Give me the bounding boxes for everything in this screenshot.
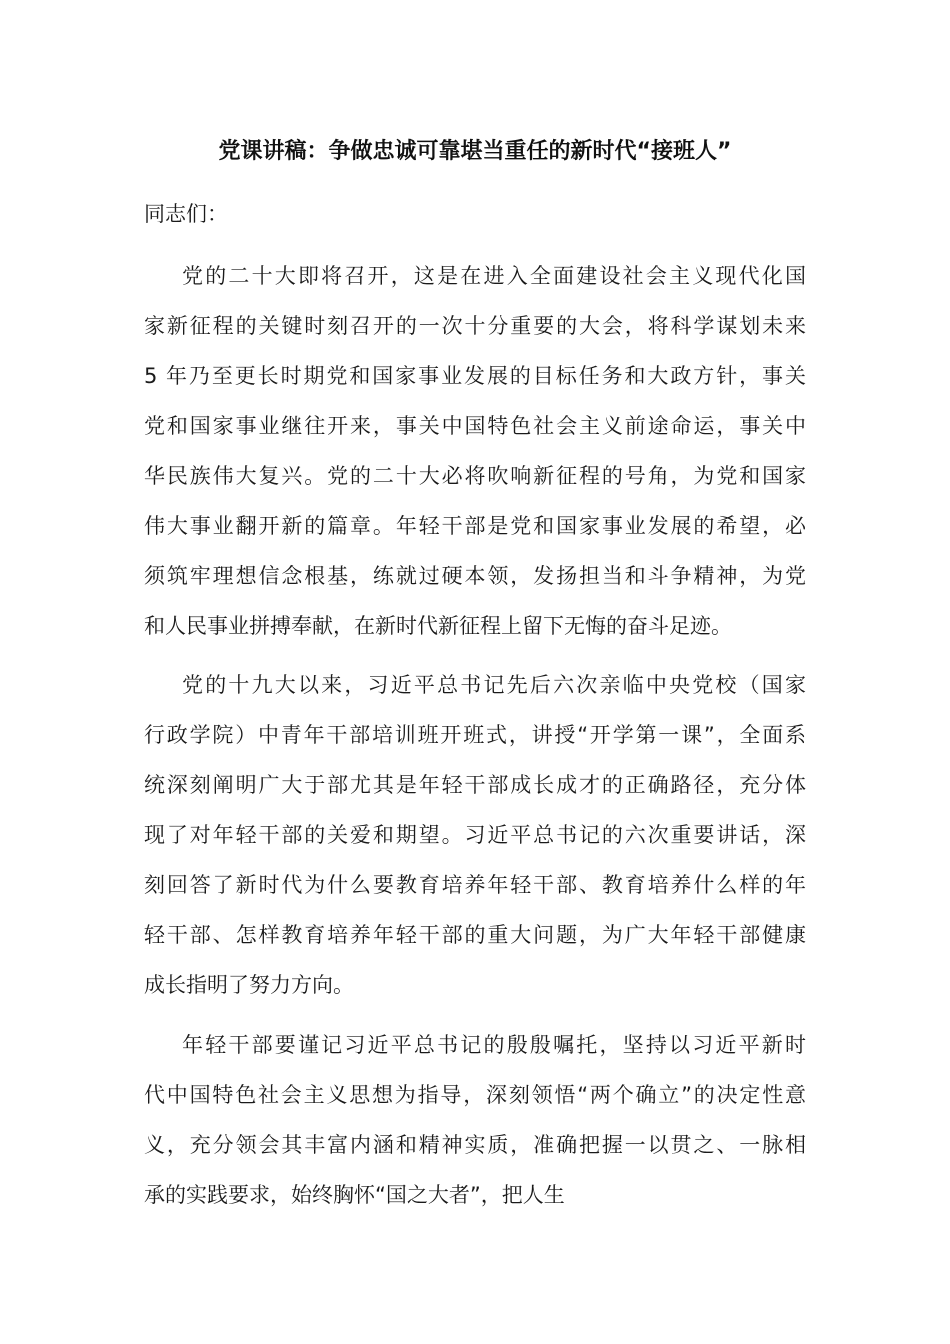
paragraph-line: 轻干部、怎样教育培养年轻干部的重大问题，为广大年轻干部健康 (144, 923, 806, 947)
document-title: 党课讲稿：争做忠诚可靠堪当重任的新时代“接班人” (218, 139, 732, 164)
paragraph-line: 须筑牢理想信念根基，练就过硬本领，发扬担当和斗争精神，为党 (144, 564, 806, 588)
paragraph-line: 代中国特色社会主义思想为指导，深刻领悟“两个确立”的决定性意 (144, 1083, 806, 1107)
paragraph-line: 行政学院）中青年干部培训班开班式，讲授“开学第一课”，全面系 (144, 723, 806, 747)
greeting: 同志们： (144, 202, 228, 226)
paragraph-line: 现了对年轻干部的关爱和期望。习近平总书记的六次重要讲话，深 (144, 823, 806, 847)
paragraph-line: 党和国家事业继往开来，事关中国特色社会主义前途命运，事关中 (144, 414, 806, 438)
paragraph-line: 5 年乃至更长时期党和国家事业发展的目标任务和大政方针，事关 (144, 364, 806, 388)
paragraph-3 (144, 1020, 806, 1220)
paragraph-line: 华民族伟大复兴。党的二十大必将吹响新征程的号角，为党和国家 (144, 464, 806, 488)
paragraph-line: 承的实践要求，始终胸怀“国之大者”，把人生 (144, 1183, 565, 1207)
paragraph-line: 家新征程的关键时刻召开的一次十分重要的大会，将科学谋划未来 (144, 314, 806, 338)
paragraph-line: 党的十九大以来，习近平总书记先后六次亲临中央党校（国家 (182, 673, 806, 697)
paragraph-line: 刻回答了新时代为什么要教育培养年轻干部、教育培养什么样的年 (144, 873, 806, 897)
paragraph-line: 义，充分领会其丰富内涵和精神实质，准确把握一以贯之、一脉相 (144, 1133, 806, 1157)
paragraph-1 (144, 251, 806, 651)
paragraph-2 (144, 660, 806, 1010)
paragraph-line: 党的二十大即将召开，这是在进入全面建设社会主义现代化国 (182, 264, 806, 288)
paragraph-line: 年轻干部要谨记习近平总书记的殷殷嘱托，坚持以习近平新时 (182, 1033, 806, 1057)
paragraph-line: 和人民事业拼搏奉献，在新时代新征程上留下无悔的奋斗足迹。 (144, 614, 732, 638)
paragraph-line: 伟大事业翻开新的篇章。年轻干部是党和国家事业发展的希望，必 (144, 514, 806, 538)
paragraph-line: 统深刻阐明广大于部尤其是年轻干部成长成才的正确路径，充分体 (144, 773, 806, 797)
paragraph-line: 成长指明了努力方向。 (144, 973, 354, 997)
